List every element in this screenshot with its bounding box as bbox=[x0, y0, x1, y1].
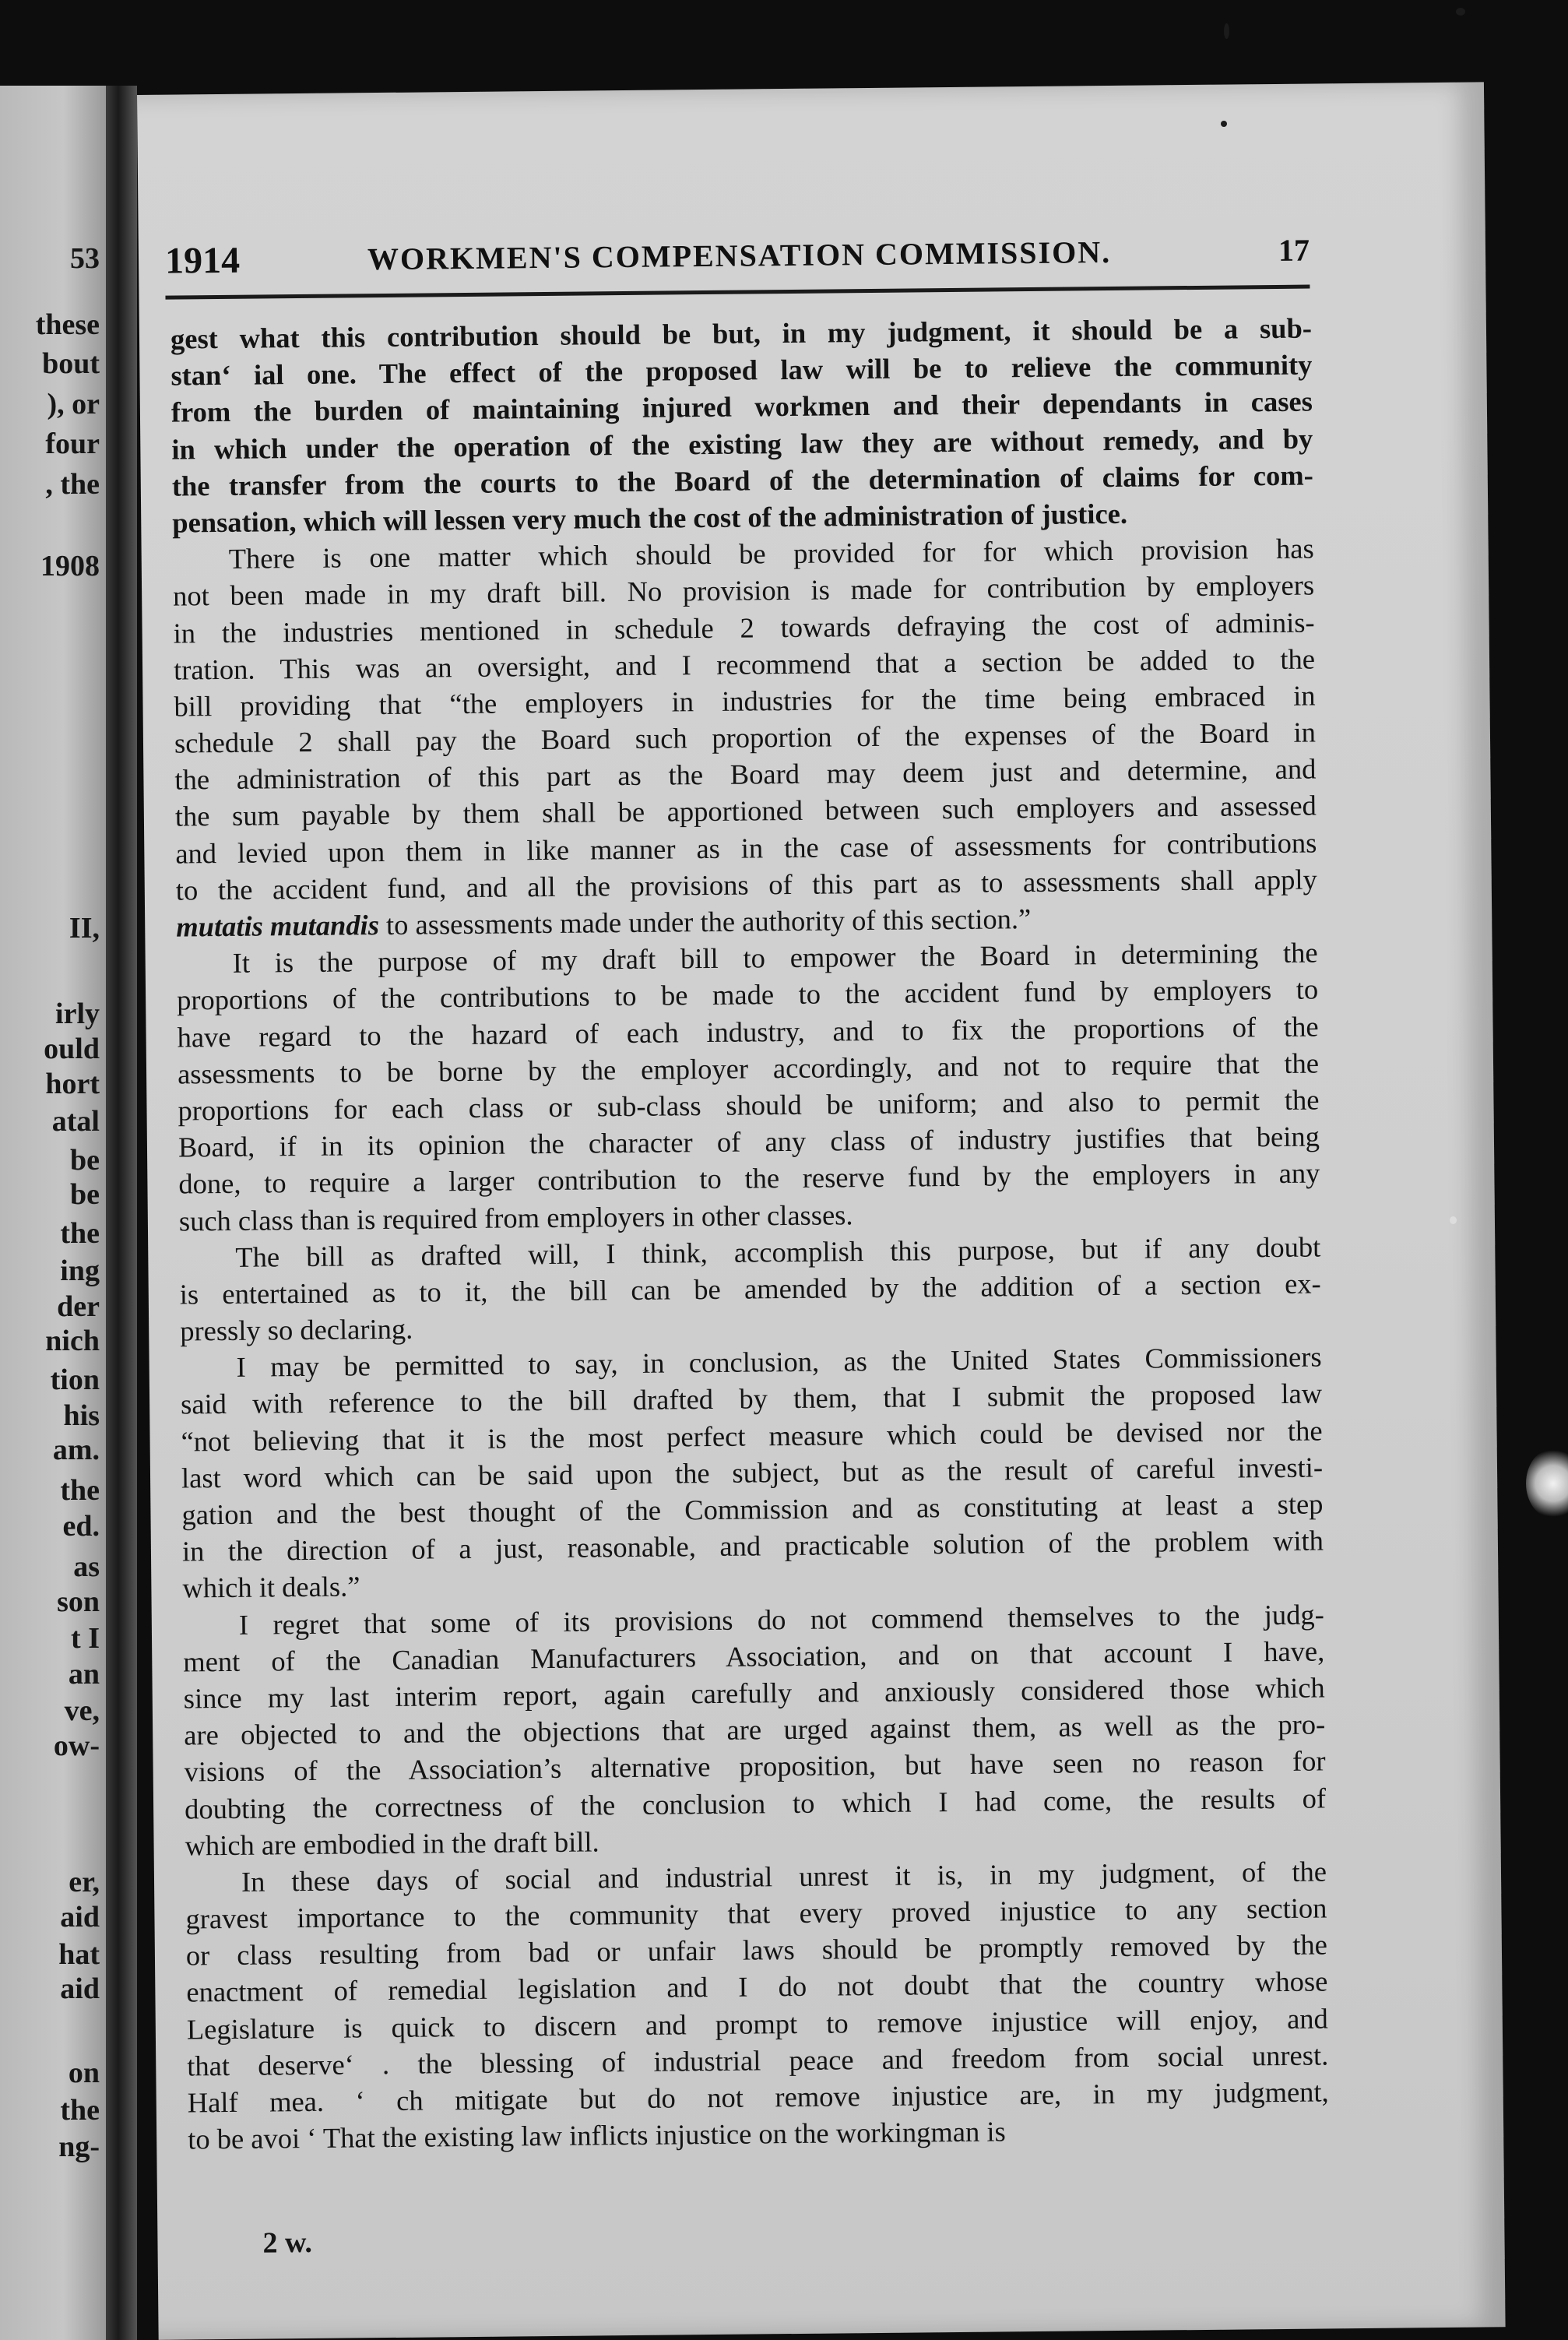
previous-page-fragment: aid bbox=[60, 1972, 100, 2005]
signature-mark: 2 w. bbox=[262, 2226, 313, 2260]
text-line: In these days of social and industrial unrest it is, in my judgment, of the bbox=[241, 1855, 1327, 1898]
text-line: assessments to be borne by the employer accordingly, and not to require that the bbox=[177, 1047, 1320, 1090]
body-text bbox=[171, 310, 1330, 2158]
dust-speck bbox=[1450, 1216, 1457, 1224]
paragraph bbox=[176, 934, 1320, 1240]
paragraph bbox=[179, 1228, 1321, 1349]
text-line: The bill as drafted will, I think, accomplish this purpose, but if any doubt bbox=[235, 1230, 1321, 1273]
text-line: to be avoi ‘ That the existing law inflicts injustice on the workingman is bbox=[188, 2115, 1006, 2155]
previous-page-fragment: II, bbox=[69, 912, 100, 945]
text-line: Board, if in its opinion the character of any class of industry justifies that being bbox=[178, 1120, 1320, 1163]
paragraph bbox=[172, 530, 1317, 945]
text-line: There is one matter which should be provided for for which provision has bbox=[228, 532, 1314, 575]
text-line: said with reference to the bill drafted by them, that I submit the proposed law bbox=[180, 1377, 1323, 1420]
text-line: tration. This was an oversight, and I recommend that a section be added to the bbox=[173, 642, 1316, 686]
previous-page-fragment: four bbox=[45, 428, 100, 460]
previous-page-fragment: these bbox=[35, 308, 100, 341]
text-line: proportions for each class or sub-class should be uniform; and also to permit the bbox=[178, 1083, 1320, 1127]
text-line: proportions of the contributions to be made to the accident fund by employers to bbox=[176, 973, 1319, 1016]
previous-page-fragment: hort bbox=[45, 1068, 100, 1100]
previous-page-fragment: as bbox=[73, 1550, 100, 1583]
text-line: schedule 2 shall pay the Board such proportion of the expenses of the Board in bbox=[174, 716, 1317, 759]
text-line: stan‘ ial one. The effect of the proposed law will be to relieve the community bbox=[171, 348, 1313, 392]
previous-page-fragment: bout bbox=[42, 347, 100, 380]
text-line: bill providing that “the employers in industries for the time being embraced in bbox=[174, 679, 1316, 723]
light-glare bbox=[1526, 1448, 1568, 1518]
text-line: such class than is required from employers in other classes. bbox=[178, 1198, 853, 1237]
previous-page-fragment: nich bbox=[45, 1325, 100, 1357]
paragraph bbox=[171, 310, 1314, 541]
previous-page-fragment: son bbox=[57, 1585, 100, 1618]
previous-page-fragment: be bbox=[70, 1178, 100, 1211]
book-gutter bbox=[106, 86, 137, 2340]
text-line: that deserve‘ . the blessing of industrial peace and freedom from social unrest. bbox=[187, 2039, 1329, 2082]
text-line: the sum payable by them shall be apportioned between such employers and assessed bbox=[174, 789, 1317, 833]
text-line: pensation, which will lessen very much the cost of the administration of justice. bbox=[172, 497, 1128, 539]
text-line: ment of the Canadian Manufacturers Association, and on that account I have, bbox=[183, 1634, 1325, 1678]
previous-page-fragment: 53 bbox=[70, 242, 100, 275]
text-line: the transfer from the courts to the Board of the determination of claims for com- bbox=[171, 459, 1313, 502]
page-number: 17 bbox=[1278, 232, 1310, 268]
header-title: WORKMEN'S COMPENSATION COMMISSION. bbox=[367, 234, 1112, 277]
text-line: from the burden of maintaining injured workmen and their dependants in cases bbox=[171, 385, 1313, 428]
italic-phrase: mutatis mutandis bbox=[176, 909, 380, 943]
previous-page-fragment: ), or bbox=[47, 388, 100, 420]
previous-page-fragment: , the bbox=[45, 468, 100, 501]
text-line: done, to require a larger contribution to the reserve fund by the employers in any bbox=[178, 1156, 1320, 1200]
text-line: which are embodied in the draft bill. bbox=[185, 1825, 599, 1862]
text-line: visions of the Association’s alternative proposition, but have seen no reason for bbox=[184, 1744, 1326, 1788]
paragraph bbox=[183, 1596, 1327, 1863]
previous-page-fragment: atal bbox=[51, 1105, 100, 1138]
text-line: gest what this contribution should be but, in my judgment, it should be a sub- bbox=[170, 311, 1313, 355]
text-line: in the industries mentioned in schedule 2 towards defraying the cost of adminis- bbox=[173, 606, 1315, 649]
text-line: doubting the correctness of the conclusion to which I had come, the results of bbox=[184, 1781, 1327, 1825]
previous-page-fragment: ould bbox=[44, 1033, 100, 1065]
text-line: is entertained as to it, the bill can be amended by the addition of a section ex- bbox=[179, 1267, 1321, 1311]
text-line: last word which can be said upon the subject, but as the result of careful investi- bbox=[181, 1451, 1324, 1494]
paragraph bbox=[185, 1853, 1330, 2158]
previous-page-fragment: aid bbox=[60, 1901, 100, 1934]
previous-page-fragment: an bbox=[68, 1658, 100, 1691]
dust-speck bbox=[1221, 121, 1227, 127]
document-page bbox=[137, 82, 1506, 2339]
previous-page-fragment: 1908 bbox=[40, 550, 100, 582]
text-line: in the direction of a just, reasonable, and practicable solution of the problem with bbox=[181, 1524, 1324, 1568]
paragraph bbox=[180, 1339, 1324, 1606]
text-line: I may be permitted to say, in conclusion, as the United States Commissioners bbox=[236, 1340, 1322, 1384]
text-line: Legislature is quick to discern and prompt to remove injustice will enjoy, and bbox=[186, 2002, 1328, 2046]
text-line: are objected to and the objections that are urged against them, as well as the pro- bbox=[184, 1708, 1326, 1751]
previous-page-fragment: er, bbox=[69, 1866, 100, 1898]
previous-page-fragment: be bbox=[70, 1144, 100, 1177]
previous-page-fragment: ing bbox=[60, 1254, 100, 1287]
text-line: enactment of remedial legislation and I do not doubt that the country whose bbox=[186, 1965, 1328, 2008]
previous-page-fragment: ng- bbox=[58, 2131, 100, 2163]
text-line: and levied upon them in like manner as in the case of assessments for contributions bbox=[175, 826, 1317, 870]
text-line: pressly so declaring. bbox=[180, 1312, 413, 1347]
dust-speck bbox=[1224, 23, 1229, 39]
line-remainder: to assessments made under the authority of this section.” bbox=[378, 903, 1032, 941]
dust-speck bbox=[1456, 8, 1465, 16]
previous-page-fragment: the bbox=[60, 2094, 100, 2127]
previous-page-fragment: irly bbox=[55, 998, 100, 1030]
text-line: not been made in my draft bill. No provision is made for contribution by employers bbox=[172, 568, 1315, 612]
text-line: in which under the operation of the existing law they are without remedy, and by bbox=[171, 422, 1313, 466]
text-line: “not believing that it is the most perfect measure which could be devised nor the bbox=[181, 1414, 1323, 1458]
text-line: It is the purpose of my draft bill to empower the Board in determining the bbox=[232, 936, 1318, 980]
previous-page-fragment: ve, bbox=[64, 1694, 100, 1727]
text-line: to the accident fund, and all the provisions of this part as to assessments shall apply bbox=[175, 863, 1317, 906]
text-line: I regret that some of its provisions do not commend themselves to the judg- bbox=[238, 1598, 1324, 1641]
text-line: since my last interim report, again carefully and anxiously considered those which bbox=[183, 1671, 1325, 1715]
previous-page-fragment: ow- bbox=[53, 1729, 100, 1762]
previous-page-fragment: tion bbox=[50, 1364, 100, 1396]
previous-page-fragment: t I bbox=[71, 1622, 100, 1655]
previous-page-fragment: der bbox=[57, 1290, 100, 1323]
previous-page-fragment: the bbox=[60, 1217, 100, 1250]
text-line: Half mea. ‘ ch mitigate but do not remove injustice are, in my judgment, bbox=[187, 2075, 1329, 2119]
text-line: gation and the best thought of the Commission and as constituting at least a step bbox=[181, 1487, 1324, 1531]
text-line: the administration of this part as the Board may deem just and determine, and bbox=[174, 752, 1317, 796]
text-line: have regard to the hazard of each industry, and to fix the proportions of the bbox=[177, 1010, 1319, 1054]
text-line: which it deals.” bbox=[182, 1570, 360, 1604]
header-year: 1914 bbox=[164, 239, 241, 282]
text-line: or class resulting from bad or unfair laws should be promptly removed by the bbox=[185, 1928, 1328, 1972]
running-header bbox=[165, 229, 1310, 294]
previous-page-fragment: on bbox=[68, 2057, 100, 2089]
previous-page-fragment: his bbox=[63, 1399, 100, 1432]
previous-page-fragment: the bbox=[60, 1474, 100, 1507]
previous-page-fragment: am. bbox=[52, 1434, 100, 1466]
text-line: gravest importance to the community that every proved injustice to any section bbox=[185, 1891, 1327, 1935]
previous-page-fragment: ed. bbox=[62, 1510, 100, 1543]
previous-page-fragment: hat bbox=[58, 1938, 100, 1971]
